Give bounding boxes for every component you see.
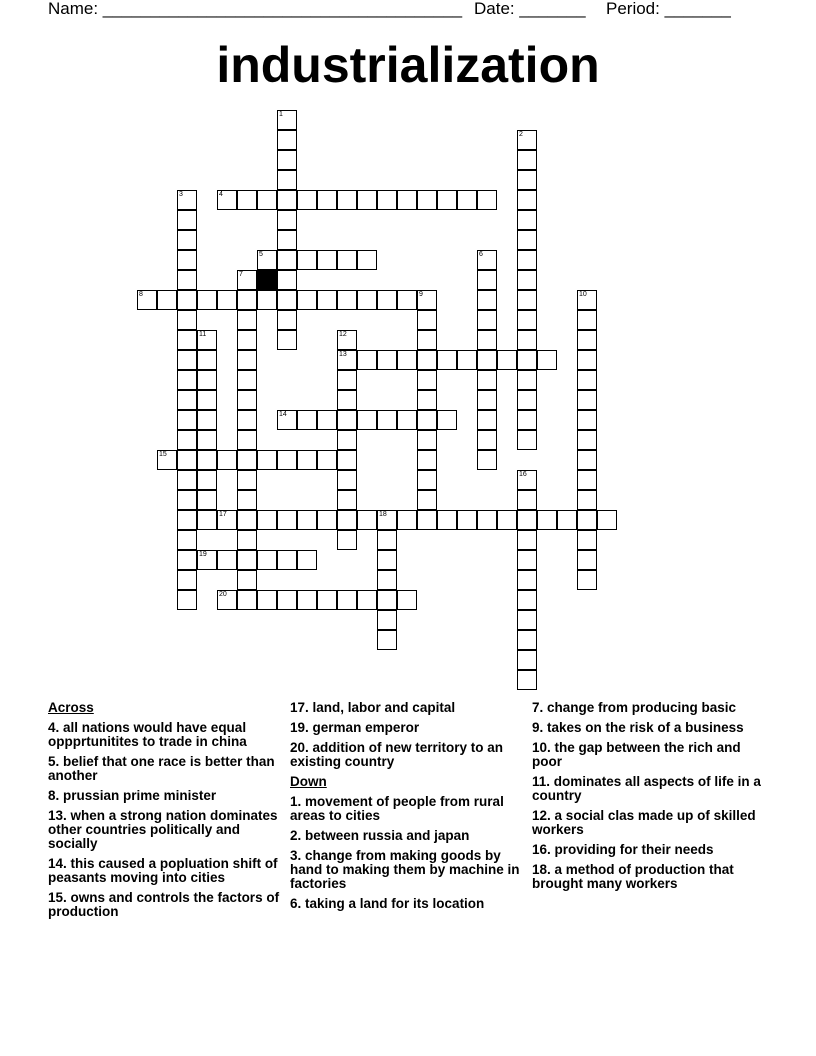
grid-cell[interactable] xyxy=(177,570,197,590)
grid-cell[interactable] xyxy=(177,370,197,390)
grid-cell[interactable] xyxy=(277,410,297,430)
grid-cell[interactable] xyxy=(237,310,257,330)
grid-cell[interactable] xyxy=(397,590,417,610)
grid-cell[interactable] xyxy=(277,150,297,170)
grid-cell[interactable] xyxy=(517,270,537,290)
grid-cell[interactable] xyxy=(277,550,297,570)
grid-cell[interactable] xyxy=(357,290,377,310)
grid-cell[interactable] xyxy=(337,370,357,390)
clue-down-3: 3. change from making goods by hand to making them by machine in factories xyxy=(290,848,520,891)
grid-cell[interactable] xyxy=(377,290,397,310)
grid-cell[interactable] xyxy=(317,290,337,310)
grid-cell[interactable] xyxy=(517,570,537,590)
grid-cell[interactable] xyxy=(517,210,537,230)
grid-cell[interactable] xyxy=(377,630,397,650)
clue-down-9: 9. takes on the risk of a business xyxy=(532,720,744,735)
grid-cell[interactable] xyxy=(217,290,237,310)
grid-cell[interactable] xyxy=(477,510,497,530)
cell-number: 13 xyxy=(339,351,347,358)
cell-number: 12 xyxy=(339,331,347,338)
grid-cell[interactable] xyxy=(477,410,497,430)
grid-cell[interactable] xyxy=(377,190,397,210)
grid-cell[interactable] xyxy=(137,290,157,310)
clue-across-13: 13. when a strong nation dominates other countries politically and socially xyxy=(48,808,278,851)
grid-cell[interactable] xyxy=(517,590,537,610)
grid-cell[interactable] xyxy=(177,530,197,550)
cell-number: 19 xyxy=(199,551,207,558)
grid-cell[interactable] xyxy=(517,310,537,330)
grid-cell[interactable] xyxy=(417,390,437,410)
clue-down-6: 6. taking a land for its location xyxy=(290,896,485,911)
grid-cell[interactable] xyxy=(377,570,397,590)
grid-cell[interactable] xyxy=(197,330,217,350)
grid-cell[interactable] xyxy=(337,330,357,350)
grid-cell[interactable] xyxy=(577,510,597,530)
grid-cell[interactable] xyxy=(177,190,197,210)
grid-cell[interactable] xyxy=(277,190,297,210)
grid-cell[interactable] xyxy=(357,250,377,270)
grid-cell[interactable] xyxy=(357,410,377,430)
grid-cell[interactable] xyxy=(437,190,457,210)
grid-cell[interactable] xyxy=(197,350,217,370)
cell-number: 15 xyxy=(159,451,167,458)
grid-cell[interactable] xyxy=(517,290,537,310)
grid-cell[interactable] xyxy=(337,530,357,550)
grid-cell[interactable] xyxy=(177,250,197,270)
grid-cell[interactable] xyxy=(337,290,357,310)
grid-cell[interactable] xyxy=(177,330,197,350)
grid-cell[interactable] xyxy=(397,290,417,310)
period-field[interactable]: Period: _______ xyxy=(606,0,731,18)
clue-across-4: 4. all nations would have equal oppprtunitites to trade in china xyxy=(48,720,247,749)
grid-cell[interactable] xyxy=(237,430,257,450)
grid-cell[interactable] xyxy=(337,510,357,530)
grid-cell[interactable] xyxy=(297,550,317,570)
grid-cell[interactable] xyxy=(237,530,257,550)
grid-cell[interactable] xyxy=(337,390,357,410)
grid-cell[interactable] xyxy=(517,650,537,670)
grid-cell[interactable] xyxy=(377,410,397,430)
grid-cell[interactable] xyxy=(177,390,197,410)
grid-cell[interactable] xyxy=(197,490,217,510)
grid-cell[interactable] xyxy=(337,350,357,370)
grid-cell[interactable] xyxy=(257,190,277,210)
grid-cell[interactable] xyxy=(517,230,537,250)
cell-number: 17 xyxy=(219,511,227,518)
grid-cell[interactable] xyxy=(517,630,537,650)
down-heading: Down xyxy=(290,774,327,789)
grid-cell[interactable] xyxy=(297,190,317,210)
grid-cell[interactable] xyxy=(337,430,357,450)
cell-number: 11 xyxy=(199,331,207,338)
grid-cell[interactable] xyxy=(197,430,217,450)
grid-cell[interactable] xyxy=(177,210,197,230)
page-title: industrialization xyxy=(216,37,600,93)
grid-cell[interactable] xyxy=(377,350,397,370)
grid-cell[interactable] xyxy=(557,510,577,530)
grid-cell[interactable] xyxy=(417,510,437,530)
grid-cell[interactable] xyxy=(317,410,337,430)
grid-cell[interactable] xyxy=(157,290,177,310)
grid-cell[interactable] xyxy=(417,310,437,330)
grid-cell[interactable] xyxy=(477,370,497,390)
clue-down-2: 2. between russia and japan xyxy=(290,828,470,843)
grid-cell[interactable] xyxy=(297,590,317,610)
grid-cell[interactable] xyxy=(277,230,297,250)
grid-cell[interactable] xyxy=(237,570,257,590)
clue-across-19: 19. german emperor xyxy=(290,720,420,735)
grid-cell[interactable] xyxy=(317,590,337,610)
grid-cell[interactable] xyxy=(257,590,277,610)
grid-cell[interactable] xyxy=(577,430,597,450)
grid-cell[interactable] xyxy=(417,490,437,510)
grid-cell[interactable] xyxy=(177,470,197,490)
grid-cell[interactable] xyxy=(177,350,197,370)
grid-cell[interactable] xyxy=(237,590,257,610)
grid-cell[interactable] xyxy=(397,350,417,370)
grid-cell[interactable] xyxy=(417,430,437,450)
cell-number: 2 xyxy=(519,131,523,138)
grid-cell[interactable] xyxy=(517,530,537,550)
grid-cell[interactable] xyxy=(317,510,337,530)
grid-cell[interactable] xyxy=(257,290,277,310)
grid-cell[interactable] xyxy=(477,430,497,450)
grid-cell[interactable] xyxy=(517,170,537,190)
grid-cell[interactable] xyxy=(517,150,537,170)
grid-cell[interactable] xyxy=(237,450,257,470)
grid-cell[interactable] xyxy=(377,550,397,570)
grid-cell[interactable] xyxy=(357,510,377,530)
grid-cell[interactable] xyxy=(237,270,257,290)
grid-cell[interactable] xyxy=(197,470,217,490)
grid-cell[interactable] xyxy=(397,510,417,530)
grid-cell[interactable] xyxy=(177,490,197,510)
grid-cell[interactable] xyxy=(237,510,257,530)
cell-number: 20 xyxy=(219,591,227,598)
grid-cell[interactable] xyxy=(577,570,597,590)
grid-cell[interactable] xyxy=(297,290,317,310)
grid-cell[interactable] xyxy=(377,530,397,550)
grid-cell[interactable] xyxy=(217,510,237,530)
grid-cell[interactable] xyxy=(497,350,517,370)
grid-cell[interactable] xyxy=(377,590,397,610)
grid-cell[interactable] xyxy=(417,410,437,430)
grid-cell[interactable] xyxy=(417,290,437,310)
grid-cell[interactable] xyxy=(177,270,197,290)
grid-cell[interactable] xyxy=(357,590,377,610)
grid-cell[interactable] xyxy=(397,410,417,430)
grid-cell[interactable] xyxy=(177,290,197,310)
clue-down-18: 18. a method of production that brought many workers xyxy=(532,862,734,891)
grid-cell[interactable] xyxy=(277,450,297,470)
cell-number: 8 xyxy=(139,291,143,298)
grid-cell[interactable] xyxy=(497,510,517,530)
cell-number: 3 xyxy=(179,191,183,198)
clue-down-10: 10. the gap between the rich and poor xyxy=(532,740,741,769)
grid-cell[interactable] xyxy=(417,470,437,490)
cell-number: 7 xyxy=(239,271,243,278)
grid-cell[interactable] xyxy=(417,350,437,370)
grid-cell[interactable] xyxy=(237,330,257,350)
grid-cell[interactable] xyxy=(197,510,217,530)
grid-cell[interactable] xyxy=(517,490,537,510)
grid-cell[interactable] xyxy=(597,510,617,530)
grid-cell[interactable] xyxy=(197,410,217,430)
grid-cell[interactable] xyxy=(337,190,357,210)
grid-cell[interactable] xyxy=(577,370,597,390)
grid-cell[interactable] xyxy=(457,190,477,210)
grid-cell[interactable] xyxy=(477,350,497,370)
grid-cell[interactable] xyxy=(337,590,357,610)
grid-cell[interactable] xyxy=(477,390,497,410)
cell-number: 10 xyxy=(579,291,587,298)
grid-cell[interactable] xyxy=(477,450,497,470)
grid-cell[interactable] xyxy=(577,330,597,350)
date-field[interactable]: Date: _______ xyxy=(474,0,586,18)
grid-cell[interactable] xyxy=(317,190,337,210)
grid-cell[interactable] xyxy=(217,550,237,570)
grid-cell[interactable] xyxy=(517,550,537,570)
grid-cell[interactable] xyxy=(177,310,197,330)
grid-cell[interactable] xyxy=(297,410,317,430)
grid-cell[interactable] xyxy=(297,450,317,470)
grid-cell[interactable] xyxy=(577,390,597,410)
grid-cell[interactable] xyxy=(357,350,377,370)
grid-cell[interactable] xyxy=(257,250,277,270)
grid-cell[interactable] xyxy=(237,410,257,430)
clue-down-12: 12. a social clas made up of skilled workers xyxy=(532,808,756,837)
grid-cell[interactable] xyxy=(277,290,297,310)
grid-cell[interactable] xyxy=(197,390,217,410)
grid-cell[interactable] xyxy=(257,550,277,570)
grid-cell[interactable] xyxy=(457,510,477,530)
grid-cell[interactable] xyxy=(237,550,257,570)
grid-cell[interactable] xyxy=(577,530,597,550)
grid-cell[interactable] xyxy=(277,310,297,330)
grid-cell[interactable] xyxy=(277,210,297,230)
grid-cell[interactable] xyxy=(517,250,537,270)
grid-cell[interactable] xyxy=(477,310,497,330)
name-field[interactable]: Name: ______________________________________ xyxy=(48,0,463,18)
grid-cell[interactable] xyxy=(197,450,217,470)
grid-cell[interactable] xyxy=(177,410,197,430)
clue-across-8: 8. prussian prime minister xyxy=(48,788,217,803)
grid-cell[interactable] xyxy=(517,330,537,350)
grid-cell[interactable] xyxy=(337,490,357,510)
grid-cell[interactable] xyxy=(457,350,477,370)
grid-cell[interactable] xyxy=(517,350,537,370)
grid-cell[interactable] xyxy=(517,130,537,150)
grid-cell[interactable] xyxy=(177,430,197,450)
grid-cell[interactable] xyxy=(237,190,257,210)
grid-cell[interactable] xyxy=(217,190,237,210)
grid-cell[interactable] xyxy=(577,350,597,370)
grid-cell[interactable] xyxy=(337,450,357,470)
grid-cell[interactable] xyxy=(577,290,597,310)
cell-number: 6 xyxy=(479,251,483,258)
grid-cell[interactable] xyxy=(237,290,257,310)
grid-cell[interactable] xyxy=(477,330,497,350)
cell-number: 9 xyxy=(419,291,423,298)
grid-cell[interactable] xyxy=(177,230,197,250)
grid-cell[interactable] xyxy=(517,370,537,390)
grid-cell[interactable] xyxy=(177,510,197,530)
cell-number: 4 xyxy=(219,191,223,198)
grid-cell[interactable] xyxy=(577,310,597,330)
grid-cell[interactable] xyxy=(237,350,257,370)
grid-cell[interactable] xyxy=(337,410,357,430)
clue-across-20: 20. addition of new territory to an existing country xyxy=(290,740,504,769)
grid-cell[interactable] xyxy=(277,510,297,530)
cell-number: 18 xyxy=(379,511,387,518)
grid-cell[interactable] xyxy=(237,470,257,490)
grid-cell[interactable] xyxy=(377,510,397,530)
grid-cell[interactable] xyxy=(417,330,437,350)
clue-down-16: 16. providing for their needs xyxy=(532,842,714,857)
clue-down-7: 7. change from producing basic xyxy=(532,700,737,715)
cell-number: 16 xyxy=(519,471,527,478)
grid-cell[interactable] xyxy=(337,470,357,490)
grid-cell[interactable] xyxy=(257,450,277,470)
clue-across-17: 17. land, labor and capital xyxy=(290,700,456,715)
grid-cell[interactable] xyxy=(517,410,537,430)
grid-cell[interactable] xyxy=(517,430,537,450)
grid-cell[interactable] xyxy=(217,590,237,610)
grid-cell[interactable] xyxy=(197,290,217,310)
grid-cell[interactable] xyxy=(297,250,317,270)
grid-cell[interactable] xyxy=(517,510,537,530)
grid-cell[interactable] xyxy=(417,370,437,390)
grid-cell[interactable] xyxy=(237,390,257,410)
grid-cell[interactable] xyxy=(317,450,337,470)
grid-cell[interactable] xyxy=(517,670,537,690)
grid-cell[interactable] xyxy=(437,410,457,430)
grid-cell[interactable] xyxy=(237,490,257,510)
grid-cell[interactable] xyxy=(477,290,497,310)
grid-cell[interactable] xyxy=(577,450,597,470)
grid-cell[interactable] xyxy=(577,550,597,570)
grid-cell[interactable] xyxy=(277,270,297,290)
grid-cell[interactable] xyxy=(577,470,597,490)
grid-cell[interactable] xyxy=(277,170,297,190)
across-heading: Across xyxy=(48,700,94,715)
grid-cell[interactable] xyxy=(277,110,297,130)
grid-cell[interactable] xyxy=(237,370,257,390)
grid-cell[interactable] xyxy=(197,370,217,390)
grid-cell[interactable] xyxy=(477,190,497,210)
grid-cell[interactable] xyxy=(277,590,297,610)
grid-cell[interactable] xyxy=(377,610,397,630)
grid-cell[interactable] xyxy=(217,450,237,470)
cell-number: 14 xyxy=(279,411,287,418)
grid-cell[interactable] xyxy=(517,470,537,490)
grid-cell[interactable] xyxy=(357,190,377,210)
grid-cell[interactable] xyxy=(257,510,277,530)
grid-cell[interactable] xyxy=(437,350,457,370)
grid-cell[interactable] xyxy=(477,270,497,290)
grid-cell[interactable] xyxy=(197,550,217,570)
grid-cell[interactable] xyxy=(397,190,417,210)
grid-cell[interactable] xyxy=(337,250,357,270)
grid-cell[interactable] xyxy=(437,510,457,530)
grid-cell[interactable] xyxy=(537,350,557,370)
grid-cell[interactable] xyxy=(177,590,197,610)
clue-across-14: 14. this caused a popluation shift of peasants moving into cities xyxy=(48,856,278,885)
clues-column-2 xyxy=(290,701,522,917)
cell-number: 1 xyxy=(279,111,283,118)
black-cell xyxy=(257,270,277,290)
grid-cell[interactable] xyxy=(577,490,597,510)
grid-cell[interactable] xyxy=(317,250,337,270)
clue-down-1: 1. movement of people from rural areas to cities xyxy=(290,794,504,823)
grid-cell[interactable] xyxy=(537,510,557,530)
clues-column-3 xyxy=(532,701,768,897)
grid-cell[interactable] xyxy=(517,190,537,210)
grid-cell[interactable] xyxy=(417,450,437,470)
grid-cell[interactable] xyxy=(577,410,597,430)
clue-across-5: 5. belief that one race is better than another xyxy=(48,754,275,783)
grid-cell[interactable] xyxy=(277,130,297,150)
grid-cell[interactable] xyxy=(177,550,197,570)
clues-column-1 xyxy=(48,701,280,925)
grid-cell[interactable] xyxy=(277,330,297,350)
grid-cell[interactable] xyxy=(417,190,437,210)
clue-down-11: 11. dominates all aspects of life in a country xyxy=(532,774,761,803)
grid-cell[interactable] xyxy=(177,450,197,470)
grid-cell[interactable] xyxy=(477,250,497,270)
clue-across-15: 15. owns and controls the factors of production xyxy=(48,890,280,919)
grid-cell[interactable] xyxy=(157,450,177,470)
grid-cell[interactable] xyxy=(517,610,537,630)
cell-number: 5 xyxy=(259,251,263,258)
grid-cell[interactable] xyxy=(297,510,317,530)
grid-cell[interactable] xyxy=(277,250,297,270)
grid-cell[interactable] xyxy=(517,390,537,410)
